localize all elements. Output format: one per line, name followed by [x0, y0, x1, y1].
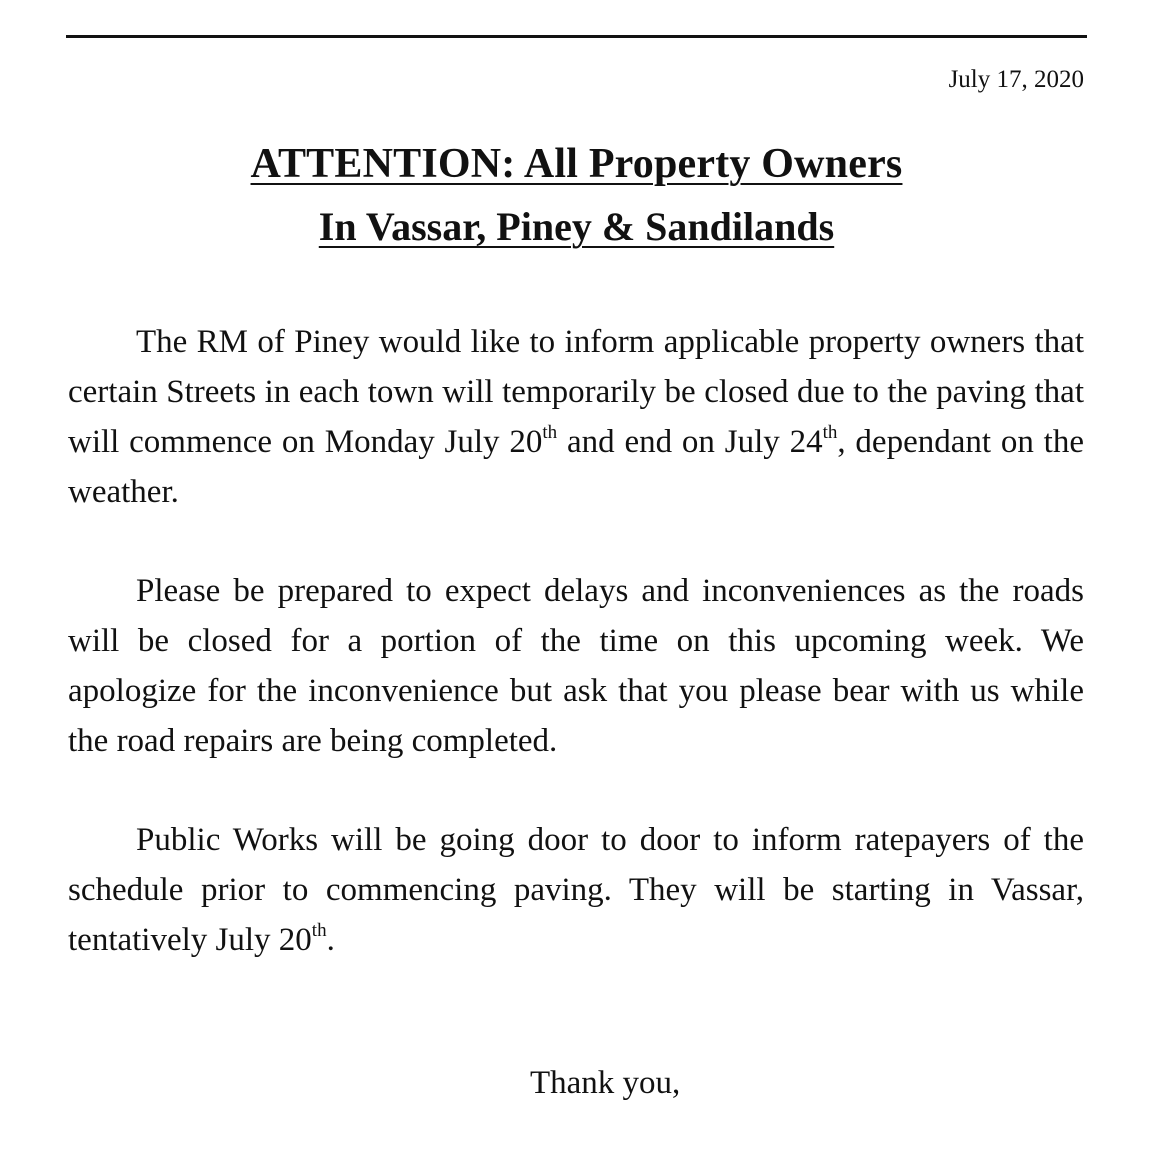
- ordinal-suffix: th: [311, 920, 327, 941]
- ordinal-suffix: th: [822, 422, 838, 443]
- ordinal-suffix: th: [542, 422, 558, 443]
- paragraph-paving-closure: [68, 317, 1084, 517]
- paragraph-text: Public Works will be going door to door to inform ratepayers of the schedule prior to commencing paving. They will be starting in Vassar, tentatively July 20: [68, 822, 1084, 958]
- paragraph-text: Please be prepared to expect delays and inconveniences as the roads will be closed for a portion of the time on this upcoming week. We apologize for the inconvenience but ask that you please bear with us while the road repairs are being completed.: [68, 573, 1084, 759]
- paragraph-text: .: [326, 922, 335, 958]
- paragraph-text: and end on July 24: [557, 424, 823, 460]
- letter-date: July 17, 2020: [948, 66, 1084, 93]
- logo-fragment-icon: [395, 0, 445, 4]
- notice-title: ATTENTION: All Property Owners: [250, 141, 903, 187]
- paragraph-public-works: [68, 815, 1084, 965]
- paragraph-text: , dependant on the weather.: [68, 424, 1084, 510]
- header-divider: [66, 35, 1087, 38]
- paragraph-text: The RM of Piney would like to inform applicable property owners that certain Streets in each town will temporarily be closed due to the paving that will commence on Monday July 20: [68, 324, 1084, 460]
- notice-subtitle: In Vassar, Piney & Sandilands: [318, 204, 835, 249]
- closing-line: Thank you,: [530, 1065, 681, 1101]
- paragraph-delays: [68, 566, 1084, 766]
